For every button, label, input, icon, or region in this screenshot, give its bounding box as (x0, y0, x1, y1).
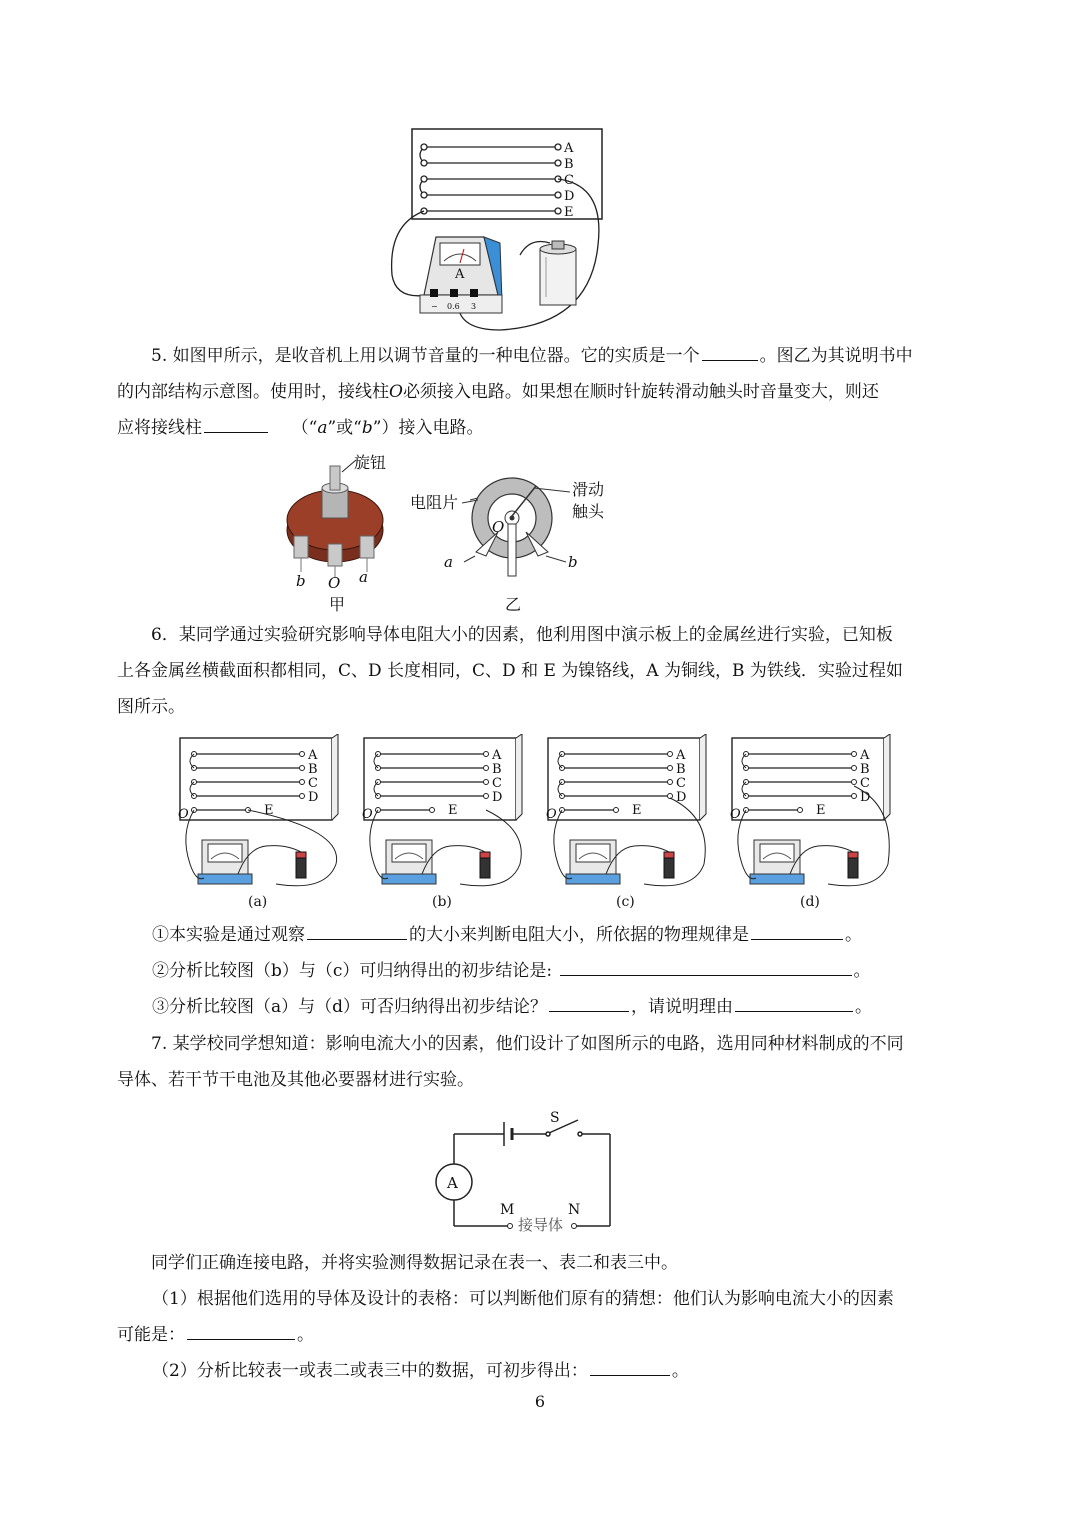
q5-blank-2[interactable] (204, 414, 268, 433)
experiment-panels (170, 734, 900, 912)
q6-item3: ③分析比较图（a）与（d）可否归纳得出初步结论？ ，请说明理由 。 (118, 989, 978, 1025)
q5-line1: 5. 如图甲所示，是收音机上用以调节音量的一种电位器。它的实质是一个 。图乙为其说明书中 (117, 338, 977, 374)
terminal-label: B (308, 762, 318, 777)
q6-item2: ②分析比较图（b）与（c）可归纳得出的初步结论是: 。 (118, 953, 978, 989)
o-label: O (362, 807, 373, 822)
slider-label: 触头 (572, 502, 605, 521)
o-label: O (178, 807, 189, 822)
meter-scale: − (431, 302, 438, 311)
o-label: O (492, 518, 505, 536)
caption-jia: 甲 (329, 595, 346, 614)
q5-line2: 的内部结构示意图。使用时，接线柱O必须接入电路。如果想在顺时针旋转滑动触头时音量变大，则还 (117, 382, 879, 402)
meter-scale: 0.6 (447, 302, 460, 311)
experiment-panel (178, 734, 338, 910)
panel-caption: (d) (800, 894, 820, 910)
terminal-label: D (492, 790, 503, 805)
e-label: E (816, 803, 826, 818)
q6-blank-1[interactable] (307, 921, 407, 940)
q7-circuit (428, 1102, 624, 1234)
top-circuit-figure (380, 125, 620, 340)
q7-blank-2[interactable] (590, 1357, 670, 1376)
terminal-label: D (860, 790, 871, 805)
experiment-panel (546, 734, 706, 910)
terminal-label: D (676, 790, 687, 805)
q5-line3: 应将接线柱 （“a”或“b”）接入电路。 (117, 410, 977, 446)
q6-blank-3[interactable] (560, 957, 852, 976)
knob-label: 旋钮 (354, 453, 387, 472)
q6-item1: ①本实验是通过观察 的大小来判断电阻大小，所依据的物理规律是 。 (118, 917, 978, 953)
caption-yi: 乙 (505, 595, 522, 614)
terminal-label: A (492, 748, 502, 763)
q5-blank-1[interactable] (702, 342, 758, 361)
terminal-label: C (564, 173, 574, 188)
q6-panels (170, 734, 900, 912)
page-number: 6 (534, 1392, 546, 1411)
terminal-label: C (308, 776, 318, 791)
conductor-label: 接导体 (518, 1216, 564, 1234)
o-label: O (546, 807, 557, 822)
q7-line2: 导体、若干节干电池及其他必要器材进行实验。 (117, 1070, 474, 1090)
panel-caption: (b) (432, 894, 452, 910)
experiment-panel (362, 734, 522, 910)
terminal-label: B (492, 762, 502, 777)
q7-line3: 同学们正确连接电路，并将实验测得数据记录在表一、表二和表三中。 (151, 1253, 678, 1273)
n-label: N (568, 1202, 581, 1218)
terminal-label: C (676, 776, 686, 791)
terminal-label: D (564, 189, 575, 204)
terminal-label: E (564, 205, 574, 220)
o-label: O (730, 807, 741, 822)
q6-blank-4[interactable] (549, 993, 629, 1012)
switch-label: S (550, 1110, 560, 1126)
pin-label: O (328, 574, 341, 592)
terminal-label: A (676, 748, 686, 763)
experiment-panel (730, 734, 890, 910)
a-label: a (444, 553, 453, 571)
q7-p2: （2）分析比较表一或表二或表三中的数据，可初步得出： 。 (152, 1353, 1012, 1389)
ammeter-label: A (447, 1174, 458, 1192)
terminal-label: D (308, 790, 319, 805)
meter-scale: 3 (471, 302, 477, 311)
panel-caption: (c) (616, 894, 635, 910)
q6-blank-5[interactable] (735, 993, 853, 1012)
q7-blank-1[interactable] (187, 1321, 295, 1340)
q6-blank-2[interactable] (751, 921, 843, 940)
q7-p1b: 可能是： 。 (117, 1317, 977, 1353)
slider-label: 滑动 (572, 480, 605, 499)
terminal-label: C (492, 776, 502, 791)
potentiometer-figure (280, 448, 620, 616)
terminal-label: B (564, 157, 574, 172)
m-label: M (500, 1202, 515, 1218)
panel-caption: (a) (248, 894, 268, 910)
e-label: E (264, 803, 274, 818)
terminal-label: B (676, 762, 686, 777)
b-label: b (568, 553, 578, 571)
terminal-label: C (860, 776, 870, 791)
terminal-label: B (860, 762, 870, 777)
q6-line1: 6．某同学通过实验研究影响导体电阻大小的因素，他利用图中演示板上的金属丝进行实验，已知板 (151, 625, 893, 645)
pin-label: b (296, 572, 306, 590)
terminal-label: A (308, 748, 318, 763)
q7-p1a: （1）根据他们选用的导体及设计的表格：可以判断他们原有的猜想：他们认为影响电流大小的因素 (152, 1289, 894, 1309)
meter-label: A (455, 267, 465, 282)
e-label: E (448, 803, 458, 818)
terminal-label: A (564, 141, 574, 156)
resistor-label: 电阻片 (410, 493, 459, 512)
e-label: E (632, 803, 642, 818)
q6-line3: 图所示。 (117, 697, 185, 717)
terminal-label: A (860, 748, 870, 763)
q7-line1: 7. 某学校同学想知道：影响电流大小的因素，他们设计了如图所示的电路，选用同种材料制成的不同 (151, 1034, 904, 1054)
pin-label: a (359, 568, 368, 586)
q6-line2: 上各金属丝横截面积都相同，C、D 长度相同，C、D 和 E 为镍铬线，A 为铜线，B 为铁线．实验过程如 (117, 661, 903, 681)
